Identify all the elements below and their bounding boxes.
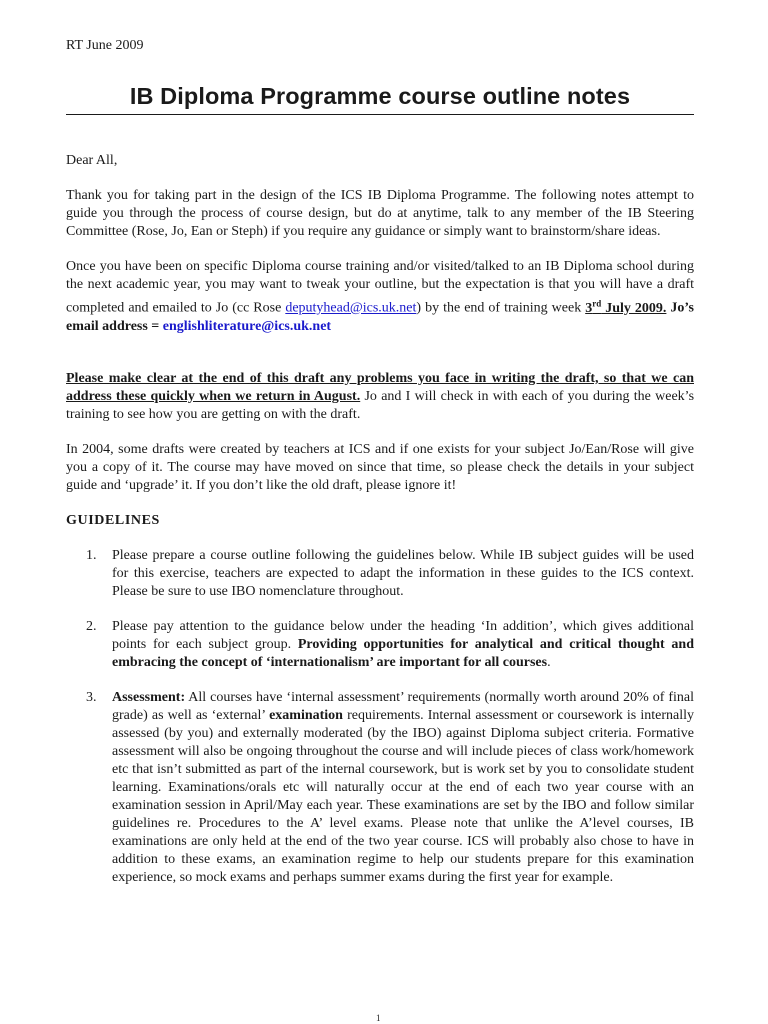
deadline-paragraph [66, 258, 694, 336]
guidelines-heading: GUIDELINES [66, 512, 160, 528]
guideline-number: 3. [86, 689, 97, 705]
deadline-text-b: ) by the end of training week [416, 300, 586, 316]
guideline-number: 1. [86, 547, 97, 563]
deadline-day: 3 [585, 300, 593, 316]
title-block [66, 82, 694, 115]
problems-emphasis: Please make clear at the end of this draft any problems you face in writing the draft, so that we can address these quickly when we return in August. [66, 370, 694, 404]
salutation: Dear All, [66, 153, 118, 168]
deadline-rest: July 2009. [601, 300, 667, 316]
guideline-text: Please prepare a course outline following the guidelines below. While IB subject guides will be used for this exercise, teachers are expected to adapt the information in these guides to the ICS context. Please be sure to use IBO nomenclature throughout. [112, 547, 694, 599]
date-line: RT June 2009 [66, 38, 144, 53]
guideline-item-3 [66, 689, 694, 887]
cc-email-link[interactable]: deputyhead@ics.uk.net [285, 300, 417, 316]
page-title: IB Diploma Programme course outline notes [129, 83, 631, 109]
guideline-end: . [547, 654, 551, 670]
guideline-text: Please pay attention to the guidance below under the heading ‘In addition’, which gives additional points for each subject group. [112, 618, 694, 652]
guideline-number: 2. [86, 618, 97, 634]
problems-paragraph [66, 370, 694, 424]
assessment-text-b: requirements. Internal assessment or coursework is internally assessed (by you) and externally moderated (by the IBO) against Diploma subject criteria. Formative assessment will also be ongoing throughout the course and will include pieces of class work/homework etc that isn’t submitted as part of the internal coursework, but is work set by you to consolidate student learning. Examinations/orals etc will naturally occur at the end of each two year course with an examination session in April/May each year. These examinations are set by the IBO and follow similar guidelines re. Procedures to the A’ level exams. Please note that unlike the A’level courses, IB examinations are only held at the end of the two year course. ICS will probably also chose to have in addition to these exams, an examination regime to help our students prepare for this examination experience, so mock exams and perhaps summer exams during the first year for example. [112, 707, 694, 885]
deadline-date [585, 298, 667, 316]
guideline-item-2 [66, 618, 694, 672]
page-number: 1 [376, 1013, 381, 1023]
jo-email-link[interactable]: englishliterature@ics.uk.net [162, 318, 332, 334]
document-body [66, 152, 694, 887]
assessment-text-a: All courses have ‘internal assessment’ requirements (normally worth around 20% of final grade) as well as ‘external’ [112, 689, 694, 723]
deadline-text-a: Once you have been on specific Diploma course training and/or visited/talked to an IB Diploma school during the next academic year, you may want to tweak your outline, but the expectation is that you will have a draft completed and emailed to Jo (cc Rose [66, 259, 694, 316]
examination-word: examination [269, 707, 343, 723]
guideline-item-1 [66, 547, 694, 601]
deadline-suffix: rd [592, 298, 602, 308]
intro-paragraph: Thank you for taking part in the design of the ICS IB Diploma Programme. The following notes attempt to guide you through the process of course design, but do at anytime, talk to any member of the IB Steering Committee (Rose, Jo, Ean or Steph) if you require any guidance or simply want to brainstorm/share ideas. [66, 188, 694, 239]
drafts-paragraph: In 2004, some drafts were created by teachers at ICS and if one exists for your subject Jo/Ean/Rose will give you a copy of it. The course may have moved on since that time, so please check the details in your subject guide and ‘upgrade’ it. If you don’t like the old draft, please ignore it! [66, 441, 694, 493]
email-label: Jo’s email address = [66, 300, 695, 334]
guidelines-list [66, 547, 694, 887]
assessment-label: Assessment: [112, 689, 186, 705]
guideline-emphasis: Providing opportunities for analytical and critical thought and embracing the concept of ‘internationalism’ are important for all courses [112, 636, 694, 670]
problems-rest: Jo and I will check in with each of you during the week’s training to see how you are getting on with the draft. [66, 388, 695, 422]
